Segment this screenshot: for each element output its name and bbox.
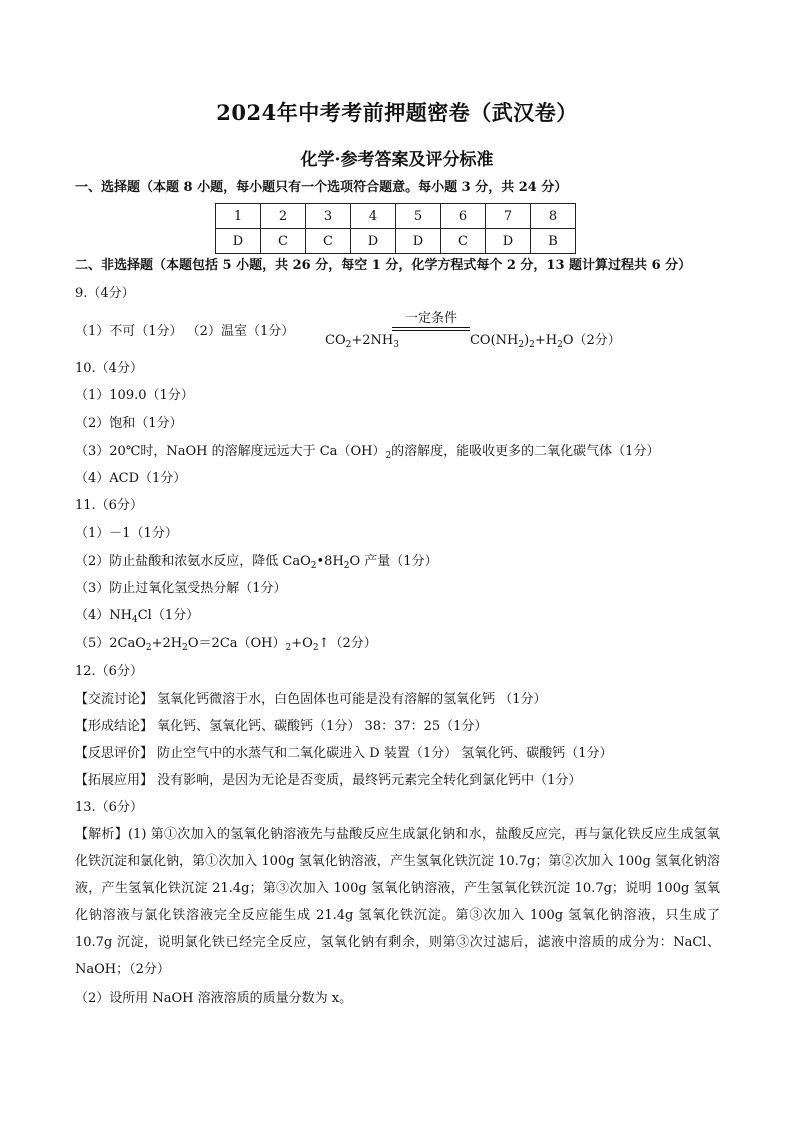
text-span: （3）20℃时，NaOH 的溶解度远远大于 Ca（OH） (75, 444, 386, 459)
table-cell: 6 (441, 204, 486, 229)
section2-heading: 二、非选择题（本题包括 5 小题，共 26 分，每空 1 分，化学方程式每个 2 分，13 题计算过程共 6 分） (75, 258, 692, 273)
answer-table (215, 203, 576, 254)
text-span: （5）2CaO (75, 636, 146, 651)
q12-title: 12.（6分） (75, 664, 143, 679)
q11-line2 (75, 554, 438, 574)
q12-line1: 【交流讨论】 氢氧化钙微溶于水，白色固体也可能是没有溶解的氢氧化钙 （1分） (75, 692, 547, 707)
text-span: O 产量（1分） (349, 554, 438, 569)
equation-term: +2NH (351, 333, 394, 348)
answer-table-number-row (216, 204, 576, 229)
q10-line4: （4）ACD（1分） (75, 471, 187, 486)
subscript: 2 (285, 643, 292, 653)
q11-line1: （1）－1（1分） (75, 526, 178, 541)
equation-term: +H (534, 333, 558, 348)
table-cell: 1 (216, 204, 261, 229)
equation-term: CO(NH (469, 333, 519, 348)
equation-term: ) (524, 333, 530, 348)
table-cell: D (351, 229, 396, 254)
q11-line5 (75, 636, 377, 656)
table-cell: 8 (531, 204, 576, 229)
q12-line4: 【拓展应用】 没有影响，是因为无论是否变质，最终钙元素完全转化到氯化钙中（1分） (75, 773, 582, 788)
subscript: 2 (557, 340, 563, 350)
subscript: 2 (145, 643, 152, 653)
subscript: 2 (385, 451, 392, 461)
table-cell: D (216, 229, 261, 254)
section1-heading: 一、选择题（本题 8 小题，每小题只有一个选项符合题意。每小题 3 分，共 24 分） (75, 180, 568, 195)
subscript: 2 (310, 561, 317, 571)
text-span: O＝2Ca（OH） (187, 636, 286, 651)
text-span: （2）防止盐酸和浓氨水反应，降低 CaO (75, 554, 311, 569)
table-cell: D (486, 229, 531, 254)
subscript: 2 (182, 643, 188, 653)
table-cell: 3 (306, 204, 351, 229)
text-span: Cl（1分） (137, 608, 200, 623)
text-span: •8H (316, 554, 344, 569)
q10-line2: （2）饱和（1分） (75, 416, 183, 431)
table-cell: 7 (486, 204, 531, 229)
q9-answer: （1）不可（1分） （2）温室（1分） (75, 324, 295, 339)
table-cell: B (531, 229, 576, 254)
equation-body (325, 329, 621, 350)
q12-line2: 【形成结论】 氧化钙、氢氧化钙、碳酸钙（1分） 38：37：25（1分） (75, 719, 488, 734)
text-span: +O (291, 636, 313, 651)
table-cell: C (306, 229, 351, 254)
equation-term: CO (325, 333, 346, 348)
text-span: （4）NH (75, 608, 132, 623)
q9-title: 9.（4分） (75, 286, 135, 301)
equation-condition: 一定条件 (404, 311, 457, 326)
subscript: 2 (345, 340, 352, 350)
subscript: 4 (131, 615, 138, 625)
q11-line4 (75, 608, 199, 628)
page-subtitle: 化学·参考答案及评分标准 (300, 150, 494, 170)
text-span: 的溶解度，能吸收更多的二氧化碳气体（1分） (391, 444, 660, 459)
q11-line3: （3）防止过氧化氢受热分解（1分） (75, 581, 287, 596)
text-span: +2H (151, 636, 183, 651)
q13-title: 13.（6分） (75, 800, 143, 815)
table-cell: C (261, 229, 306, 254)
q12-line3: 【反思评价】 防止空气中的水蒸气和二氧化碳进入 D 装置（1分） 氢氧化钙、碳酸钙（1分） (75, 746, 613, 761)
table-cell: C (441, 229, 486, 254)
q10-line3 (75, 444, 659, 464)
q13-line2: （2）设所用 NaOH 溶液溶质的质量分数为 x。 (75, 991, 353, 1006)
answer-table-answer-row (216, 229, 576, 254)
text-span: ↑（2分） (318, 636, 377, 651)
subscript: 2 (518, 340, 525, 350)
table-cell: 4 (351, 204, 396, 229)
equation-term: O（2分） (562, 333, 621, 348)
q11-title: 11.（6分） (75, 498, 143, 513)
subscript: 3 (393, 340, 399, 350)
page-title: 2024年中考考前押题密卷（武汉卷） (216, 100, 578, 125)
q10-title: 10.（4分） (75, 361, 143, 376)
subscript: 2 (312, 643, 319, 653)
table-cell: D (396, 229, 441, 254)
table-cell: 5 (396, 204, 441, 229)
subscript: 2 (343, 561, 350, 571)
table-cell: 2 (261, 204, 306, 229)
subscript: 2 (529, 340, 535, 350)
q13-paragraph: 【解析】(1) 第①次加入的氢氧化钠溶液先与盐酸反应生成氯化钠和水，盐酸反应完，再与氯化铁反应生成氢氧化铁沉淀和氯化钠，第①次加入 100g 氢氧化钠溶液，产生氢氧化铁沉淀 10.7g；第②次加入 100g 氢氧化钠溶液，产生氢氧化铁沉淀 21.4g；第③次加入 100g 氢氧化钠溶液，产生氢氧化铁沉淀 10.7g；说明 100g 氢氧化钠溶液与氯化铁溶液完全反应能生成 21.4g 氢氧化铁沉淀。第③次加入 100g 氢氧化钠溶液，只生成了 10.7g 沉淀，说明氯化铁已经完全反应，氢氧化钠有剩余，则第③次过滤后，滤液中溶质的成分为：NaCl、NaOH；（2分） (75, 827, 720, 977)
q10-line1: （1）109.0（1分） (75, 388, 194, 403)
